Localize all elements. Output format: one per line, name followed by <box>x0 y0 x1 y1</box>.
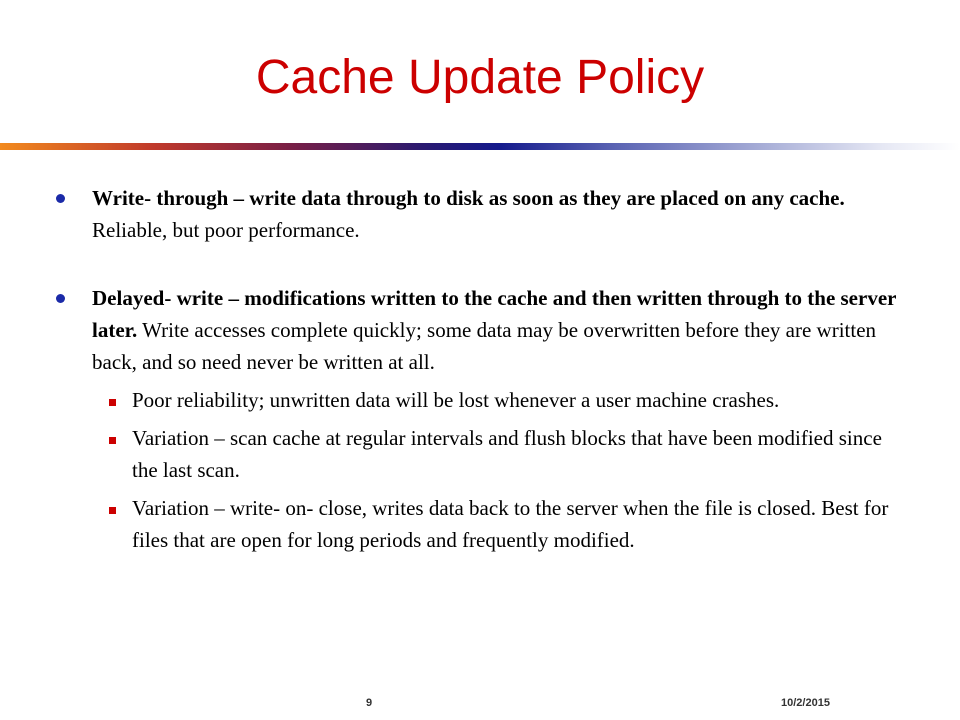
sub-bullet-list <box>56 384 906 556</box>
sub-bullet-text: Variation – scan cache at regular intervals and flush blocks that have been modified since the last scan. <box>132 426 882 482</box>
square-bullet-icon <box>109 437 116 444</box>
bullet-text: Write accesses complete quickly; some data may be overwritten before they are written back, and so need never be written at all. <box>92 318 877 374</box>
sub-bullet-item <box>56 422 906 486</box>
page-number: 9 <box>366 697 373 709</box>
sub-bullet-text: Variation – write- on- close, writes data back to the server when the file is closed. Best for files that are open for long periods and frequently modified. <box>132 496 889 552</box>
slide-content <box>56 182 906 562</box>
sub-bullet-item <box>56 492 906 556</box>
square-bullet-icon <box>109 507 116 514</box>
bullet-delayed-write <box>56 282 906 378</box>
slide-title: Cache Update Policy <box>255 51 705 104</box>
bullet-term: Write- through – write data through to disk as soon as they are placed on any cache. <box>92 186 845 210</box>
slide-date: 10/2/2015 <box>781 697 830 709</box>
sub-bullet-text: Poor reliability; unwritten data will be lost whenever a user machine crashes. <box>132 388 780 412</box>
bullet-text: Reliable, but poor performance. <box>92 218 360 242</box>
bullet-term: Delayed- write – modifications written to the cache and then written through to the server later. <box>92 286 897 342</box>
bullet-write-through <box>56 182 906 246</box>
bullet-dot-icon <box>56 194 65 203</box>
sub-bullet-item <box>56 384 906 416</box>
bullet-dot-icon <box>56 294 65 303</box>
square-bullet-icon <box>109 399 116 406</box>
title-divider <box>0 143 960 150</box>
